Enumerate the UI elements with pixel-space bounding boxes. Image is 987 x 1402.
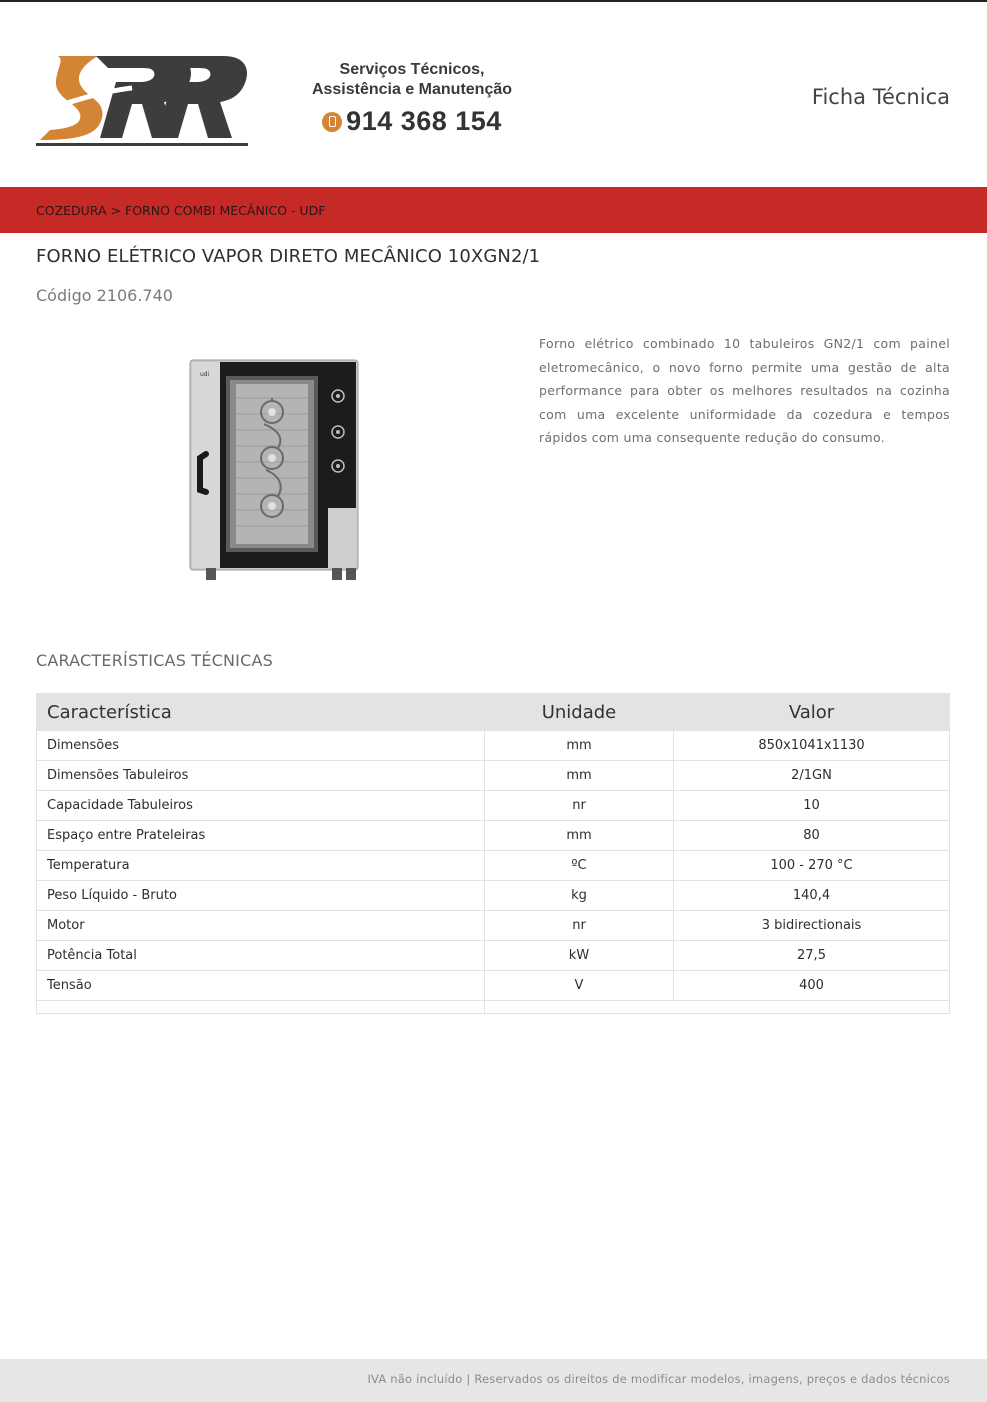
cell-unit: mm xyxy=(485,731,674,761)
product-code: Código 2106.740 xyxy=(36,286,173,305)
cell-characteristic: Tensão xyxy=(37,971,485,1001)
cell-value: 10 xyxy=(674,791,950,821)
specs-table xyxy=(36,693,950,1014)
breadcrumb-separator: > xyxy=(110,202,122,218)
contact-block xyxy=(300,60,524,137)
table-row xyxy=(37,911,950,941)
cell-value: 3 bidirectionais xyxy=(674,911,950,941)
cell-unit: ºC xyxy=(485,851,674,881)
cell-unit: kg xyxy=(485,881,674,911)
table-row-empty xyxy=(37,1001,950,1014)
phone-row xyxy=(300,106,524,137)
cell-value: 850x1041x1130 xyxy=(674,731,950,761)
cell-characteristic: Potência Total xyxy=(37,941,485,971)
product-description: Forno elétrico combinado 10 tabuleiros GN2/1 com painel eletromecânico, o novo forno permite uma gestão de alta performance para obter os melhores resultados na cozinha com uma excelente uniformidade da cozedura e tempos rápidos com uma consequente redução do consumo. xyxy=(539,336,950,445)
cell-characteristic: Dimensões Tabuleiros xyxy=(37,761,485,791)
phone-icon xyxy=(322,112,342,132)
cell-characteristic: Motor xyxy=(37,911,485,941)
table-row xyxy=(37,761,950,791)
cell-value: 400 xyxy=(674,971,950,1001)
cell-unit: mm xyxy=(485,761,674,791)
cell-unit: kW xyxy=(485,941,674,971)
cell-unit: nr xyxy=(485,911,674,941)
services-line-1: Serviços Técnicos, xyxy=(339,61,485,78)
cell-unit: mm xyxy=(485,821,674,851)
services-line-2: Assistência e Manutenção xyxy=(311,81,513,98)
cell-value: 27,5 xyxy=(674,941,950,971)
cell-unit: V xyxy=(485,971,674,1001)
cell-value: 140,4 xyxy=(674,881,950,911)
cell-characteristic: Espaço entre Prateleiras xyxy=(37,821,485,851)
table-row xyxy=(37,941,950,971)
phone-number[interactable]: 914 368 154 xyxy=(346,106,502,136)
cell-unit: nr xyxy=(485,791,674,821)
document-type-title: Ficha Técnica xyxy=(811,85,950,109)
breadcrumb-subcategory[interactable]: FORNO COMBI MECÂNICO - UDF xyxy=(125,202,326,218)
breadcrumb xyxy=(36,203,325,218)
cell-characteristic: Dimensões xyxy=(37,731,485,761)
product-title: FORNO ELÉTRICO VAPOR DIRETO MECÂNICO 10XGN2/1 xyxy=(36,246,541,267)
table-row xyxy=(37,851,950,881)
table-row xyxy=(37,821,950,851)
cell-value: 100 - 270 °C xyxy=(674,851,950,881)
footer xyxy=(0,1359,987,1402)
table-row xyxy=(37,971,950,1001)
breadcrumb-category[interactable]: COZEDURA xyxy=(36,202,107,218)
footer-disclaimer: IVA não incluído | Reservados os direitos de modificar modelos, imagens, preços e dados técnicos xyxy=(367,1372,950,1386)
cell-value: 80 xyxy=(674,821,950,851)
header-value: Valor xyxy=(674,694,950,731)
table-row xyxy=(37,731,950,761)
header-characteristic: Característica xyxy=(37,694,485,731)
breadcrumb-bar xyxy=(0,187,987,233)
cell-value: 2/1GN xyxy=(674,761,950,791)
oven-product-image xyxy=(188,358,360,582)
header-unit: Unidade xyxy=(485,694,674,731)
table-row xyxy=(37,881,950,911)
cell-characteristic: Temperatura xyxy=(37,851,485,881)
cell-characteristic: Capacidade Tabuleiros xyxy=(37,791,485,821)
cell-empty xyxy=(485,1001,950,1014)
table-row xyxy=(37,791,950,821)
srr-logo xyxy=(36,52,250,148)
cell-empty xyxy=(37,1001,485,1014)
specs-section-title: CARACTERÍSTICAS TÉCNICAS xyxy=(36,651,273,670)
specs-header-row xyxy=(37,694,950,731)
cell-characteristic: Peso Líquido - Bruto xyxy=(37,881,485,911)
top-rule xyxy=(0,0,987,2)
oven-brand-badge: udi xyxy=(200,371,210,378)
